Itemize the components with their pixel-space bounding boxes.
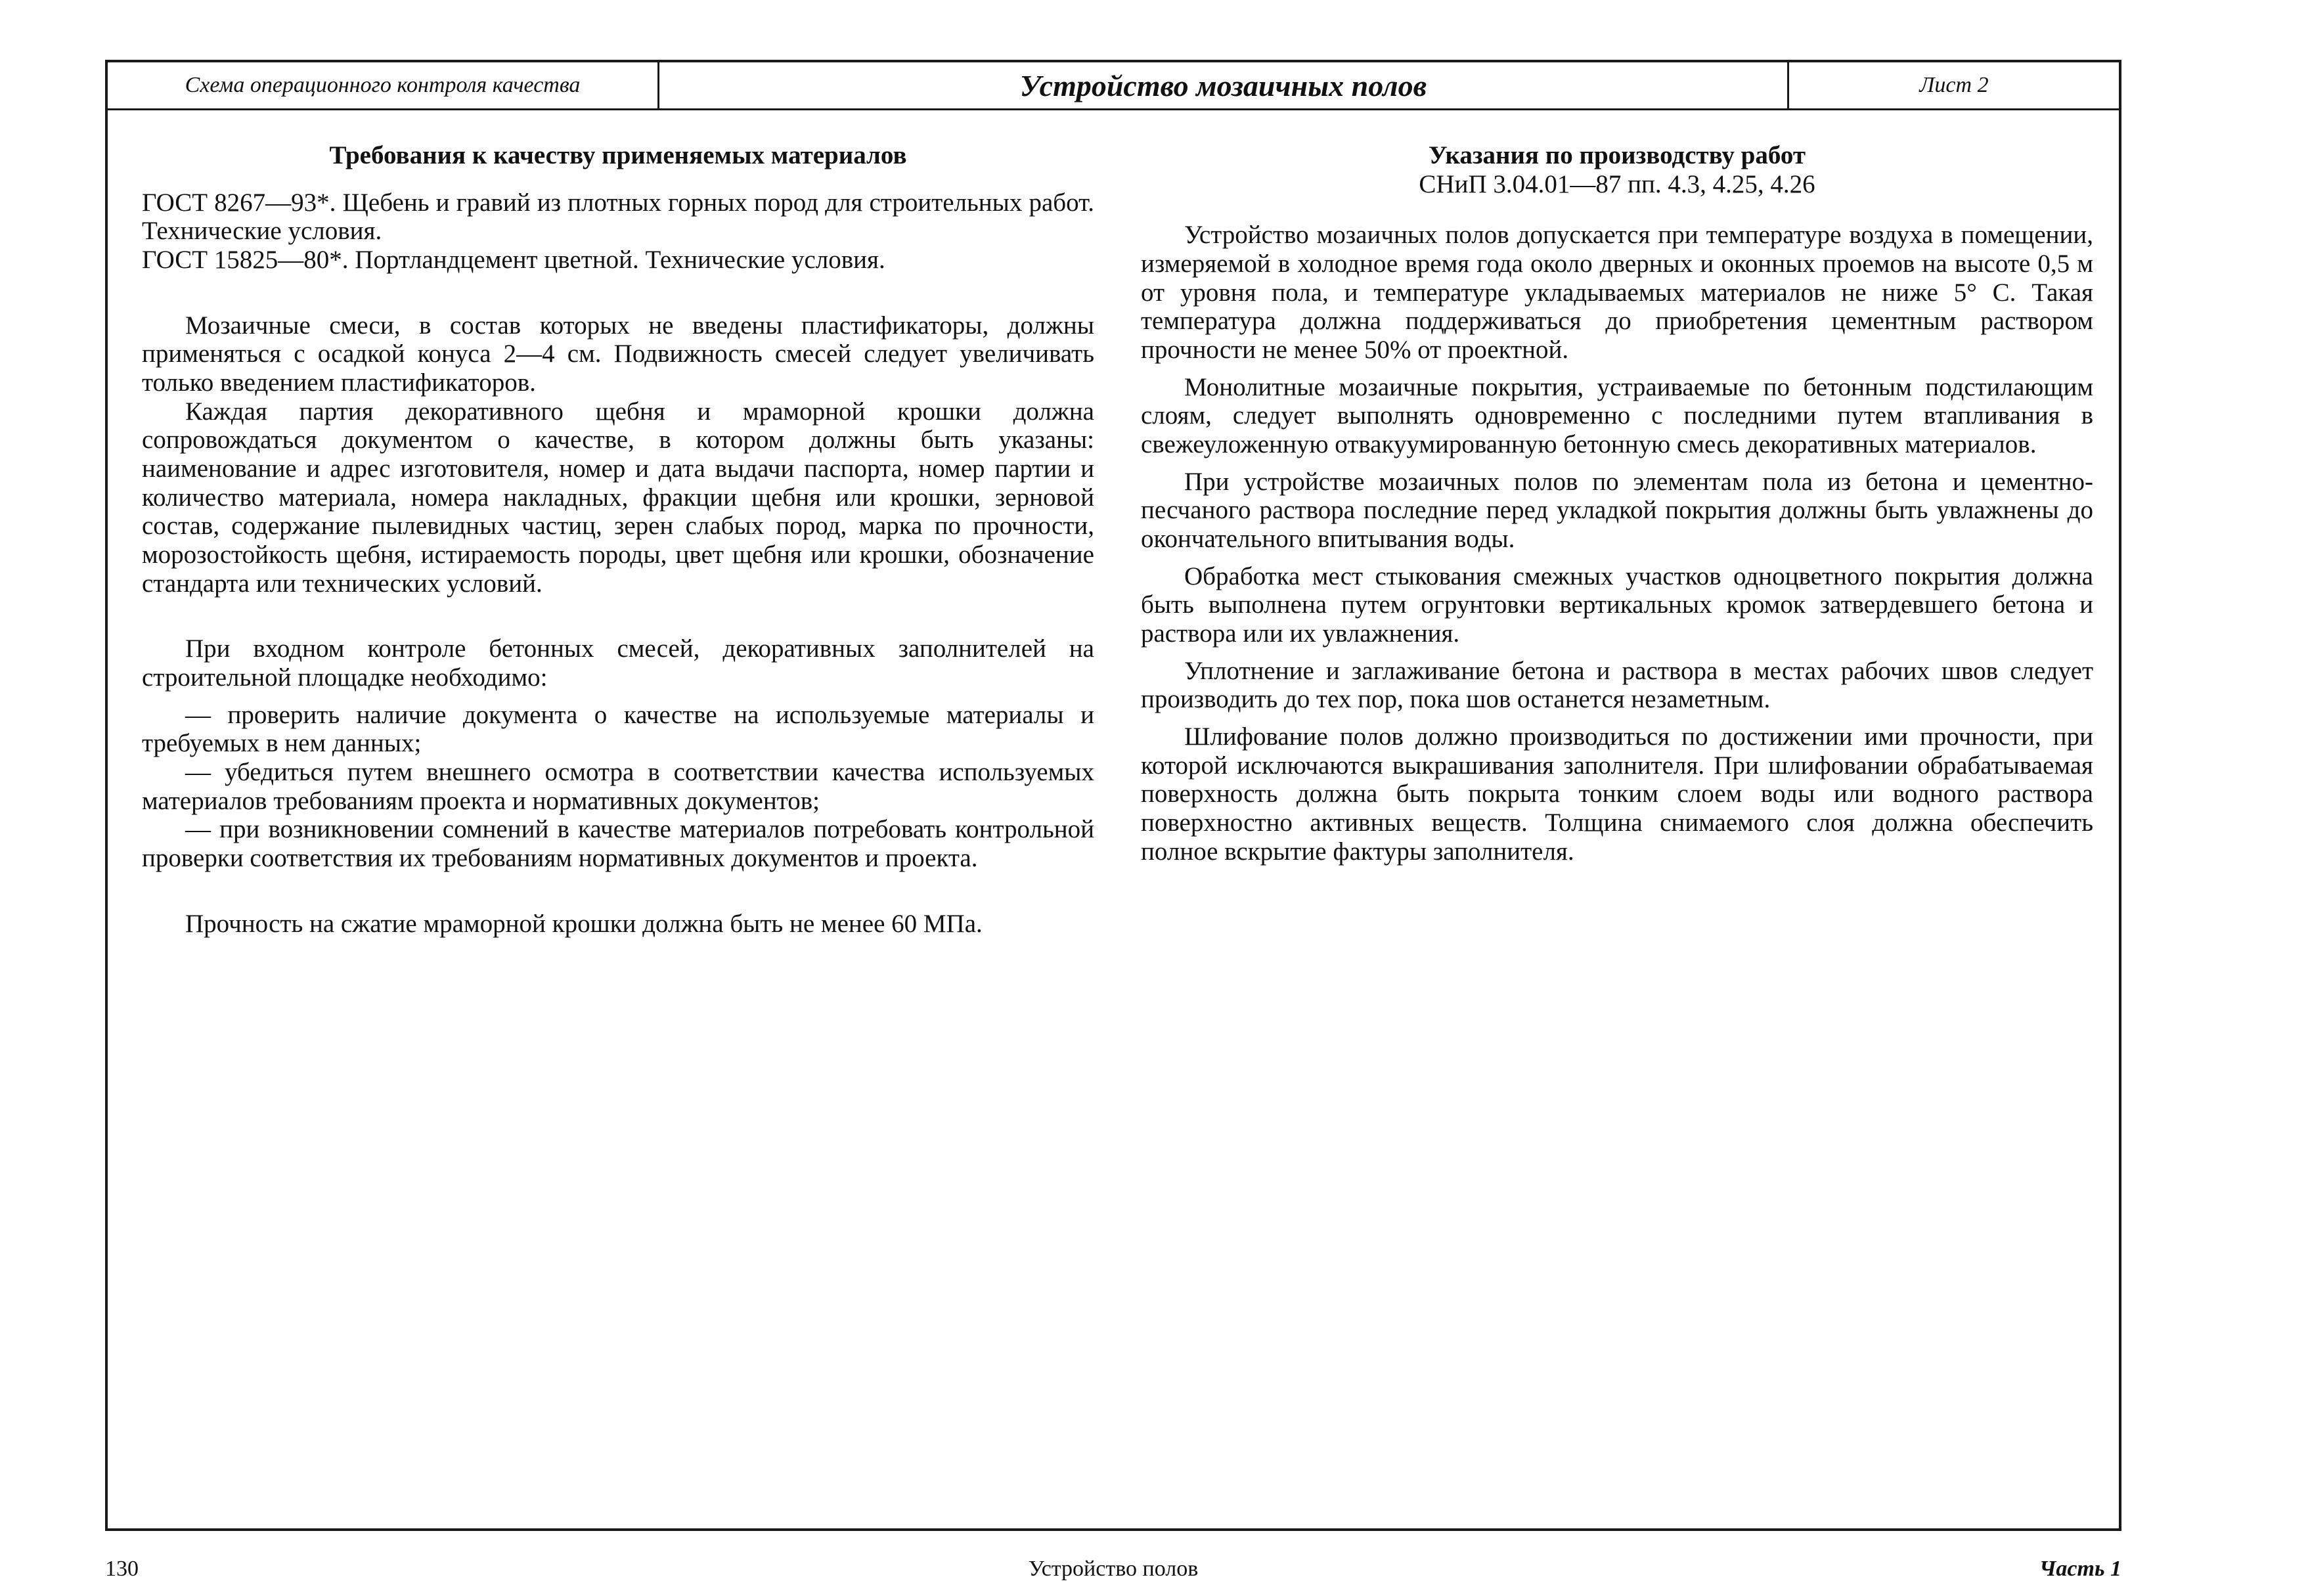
footer-section-title: Устройство полов: [1028, 1557, 1199, 1581]
scheme-label: Схема операционного контроля качества: [108, 62, 659, 108]
list-item: — убедиться путем внешнего осмотра в соответствии качества используемых материалов требованиям проекта и нормативных документов;: [142, 758, 1094, 815]
list-item: — проверить наличие документа о качестве на используемые материалы и требуемых в нем данных;: [142, 700, 1094, 758]
paragraph-joints: Обработка мест стыкования смежных участков одноцветного покрытия должна быть выполнена путем огрунтовки вертикальных кромок затвердевшего бетона и раствора или их увлажнения.: [1141, 562, 2093, 648]
paragraph-monolithic: Монолитные мозаичные покрытия, устраиваемые по бетонным подстилающим слоям, следует выполнять одновременно с последними путем втапливания в свежеуложенную отвакуумированную бетонную смесь декоративных материалов.: [1141, 372, 2093, 459]
page-number: 130: [105, 1557, 139, 1581]
paragraph-batch-document: Каждая партия декоративного щебня и мраморной крошки должна сопровождаться документом о качестве, в котором должны быть указаны: наименование и адрес изготовителя, номер и дата выдачи паспорта, номер партии и количество материала, номера накладных, фракции щебня или крошки, зерновой состав, содержание пылевидных частиц, зерен слабых пород, марка по прочности, морозостойкость щебня, истираемость породы, цвет щебня или крошки, обозначение стандарта или технических условий.: [142, 397, 1094, 598]
document-title: Устройство мозаичных полов: [659, 62, 1789, 108]
standard-gost-8267: ГОСТ 8267—93*. Щебень и гравий из плотных горных пород для строительных работ. Технические условия.: [142, 188, 1094, 246]
paragraph-mix-plasticizers: Мозаичные смеси, в состав которых не введены пластификаторы, должны применяться с осадкой конуса 2—4 см. Подвижность смесей следует увеличивать только введением пластификаторов.: [142, 311, 1094, 397]
paragraph-compaction: Уплотнение и заглаживание бетона и раствора в местах рабочих швов следует производить до тех пор, пока шов останется незаметным.: [1141, 656, 2093, 714]
paragraph-input-control: При входном контроле бетонных смесей, декоративных заполнителей на строительной площадке необходимо:: [142, 634, 1094, 692]
snip-reference: СНиП 3.04.01—87 пп. 4.3, 4.25, 4.26: [1419, 169, 1815, 198]
materials-section-title: Требования к качеству применяемых материалов: [329, 141, 907, 169]
paragraph-temperature: Устройство мозаичных полов допускается при температуре воздуха в помещении, измеряемой в холодное время года около дверных и оконных проемов на высоте 0,5 м от уровня пола, и температуре укладываемых материалов не ниже 5° С. Такая температура должна поддерживаться до приобретения цементным раствором прочности не менее 50% от проектной.: [1141, 221, 2093, 365]
work-section-title: Указания по производству работ: [1429, 141, 1806, 169]
document-frame: [105, 60, 2121, 1531]
paragraph-grinding: Шлифование полов должно производиться по достижении ими прочности, при которой исключаются выкрашивания заполнителя. При шлифовании обрабатываемая поверхность должна быть покрыта тонким слоем воды или водного раствора поверхностно активных веществ. Толщина снимаемого слоя должна обеспечить полное вскрытие фактуры заполнителя.: [1141, 722, 2093, 866]
standard-gost-15825: ГОСТ 15825—80*. Портландцемент цветной. Технические условия.: [142, 246, 885, 275]
page-footer: [105, 1557, 2121, 1589]
title-block: [108, 62, 2119, 110]
part-label: Часть 1: [2039, 1557, 2121, 1581]
paragraph-moistening: При устройстве мозаичных полов по элементам пола из бетона и цементно-песчаного раствора последние перед укладкой покрытия должны быть увлажнены до окончательного впитывания воды.: [1141, 467, 2093, 554]
list-item: — при возникновении сомнений в качестве материалов потребовать контрольной проверки соответствия их требованиям нормативных документов и проекта.: [142, 815, 1094, 873]
sheet-number: Лист 2: [1919, 73, 1989, 97]
paragraph-compressive-strength: Прочность на сжатие мраморной крошки должна быть не менее 60 МПа.: [185, 909, 983, 938]
materials-requirements-column: [142, 141, 1094, 938]
work-instructions-column: [1141, 141, 2093, 866]
